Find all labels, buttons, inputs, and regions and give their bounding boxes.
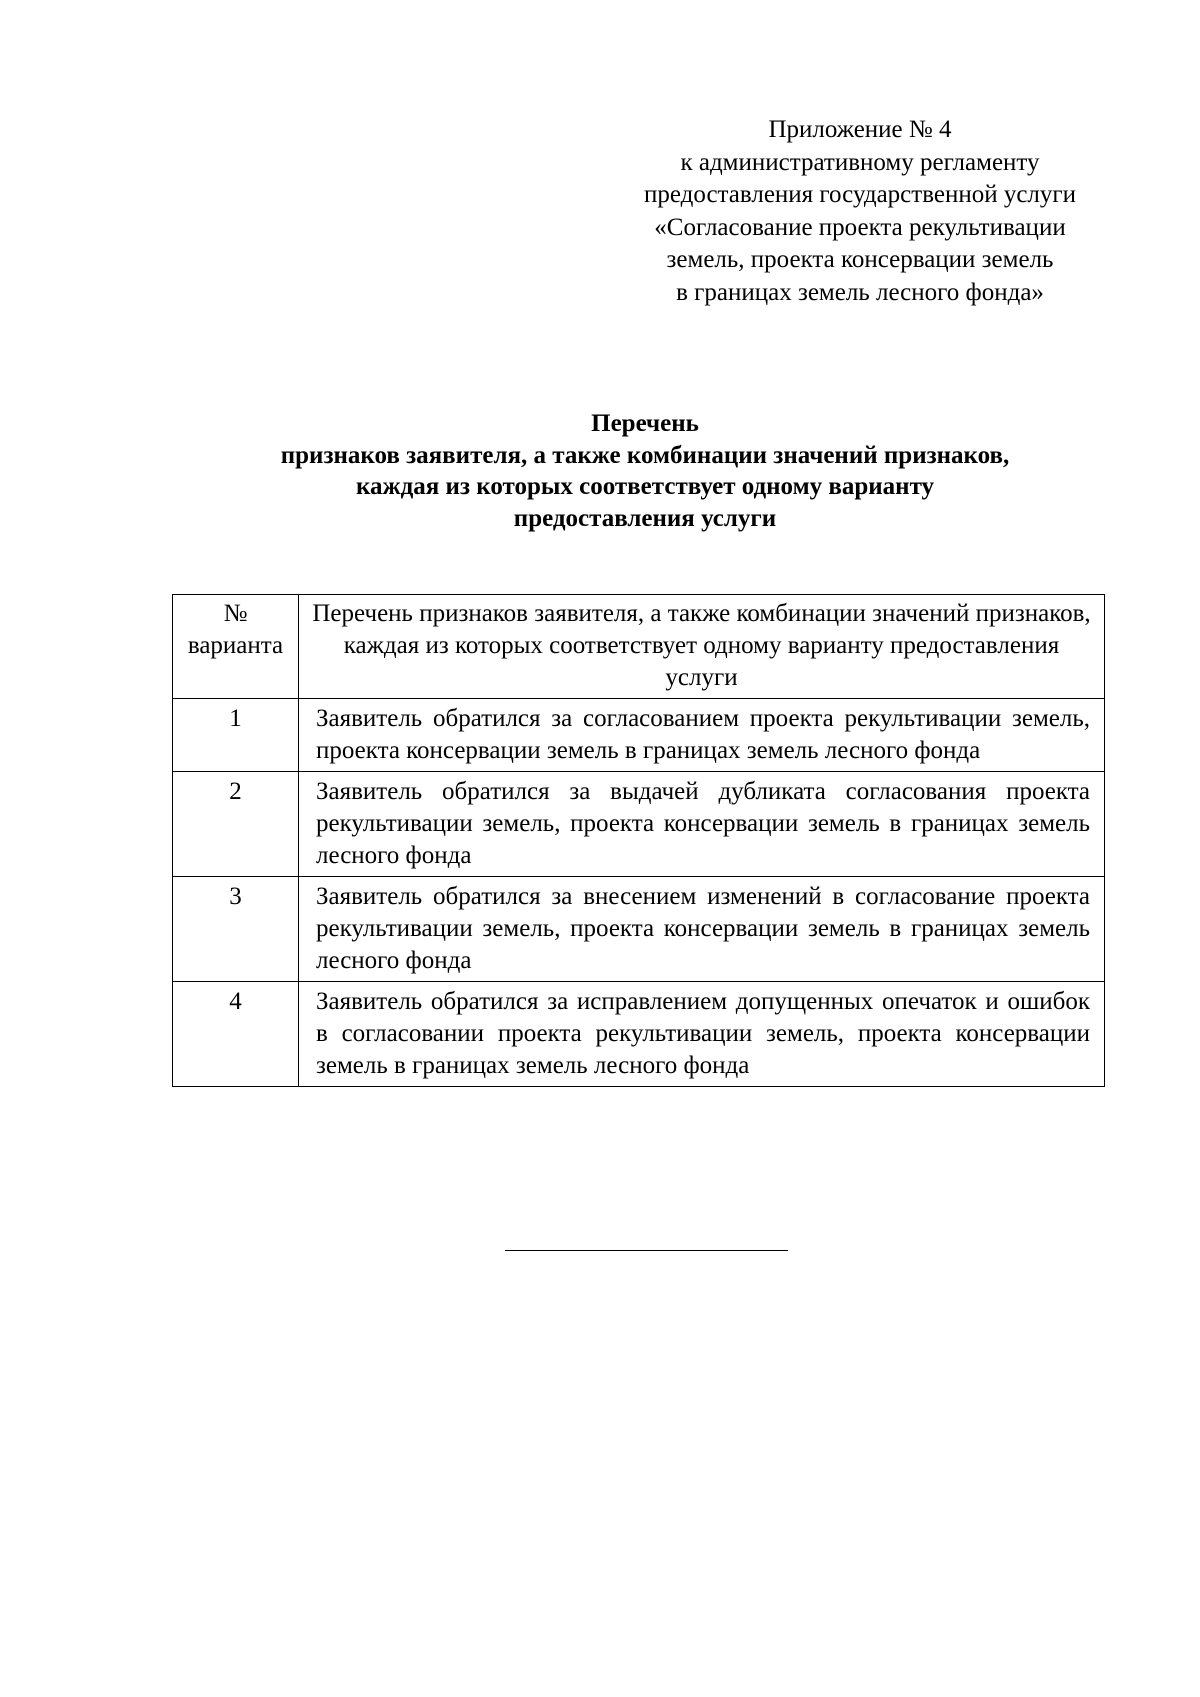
appendix-block — [615, 114, 1105, 309]
variant-number: 2 — [173, 772, 299, 877]
title-line: предоставления услуги — [513, 504, 777, 532]
appendix-line: «Согласование проекта рекультивации — [654, 213, 1066, 241]
appendix-line: к административному регламенту — [680, 148, 1040, 176]
variant-description: Заявитель обратился за согласованием проекта рекультивации земель, проекта консервации земель в границах земель лесного фонда — [299, 699, 1105, 772]
table-row — [173, 982, 1105, 1087]
table-row — [173, 772, 1105, 877]
end-separator-line — [505, 1250, 788, 1251]
header-description: Перечень признаков заявителя, а также комбинации значений признаков, каждая из которых соответствует одному варианту предоставления услуги — [299, 595, 1105, 699]
title-line: каждая из которых соответствует одному варианту — [355, 473, 935, 500]
table-row — [173, 699, 1105, 772]
variant-description: Заявитель обратился за исправлением допущенных опечаток и ошибок в согласовании проекта рекультивации земель, проекта консервации земель в границах земель лесного фонда — [299, 982, 1105, 1087]
variant-number: 3 — [173, 877, 299, 982]
title-line: признаков заявителя, а также комбинации значений признаков, — [280, 441, 1010, 469]
table-row — [173, 877, 1105, 982]
variant-number: 1 — [173, 699, 299, 772]
appendix-line: в границах земель лесного фонда» — [676, 278, 1044, 306]
table-header-row — [173, 595, 1105, 699]
header-number-sign: № — [223, 600, 248, 627]
header-variant-label: варианта — [187, 632, 284, 659]
header-variant-number — [173, 595, 299, 699]
appendix-line: предоставления государственной услуги — [643, 181, 1077, 208]
document-title — [150, 408, 1140, 534]
variants-table — [172, 594, 1105, 1087]
appendix-number: Приложение № 4 — [768, 116, 952, 143]
variant-description: Заявитель обратился за выдачей дубликата согласования проекта рекультивации земель, проекта консервации земель в границах земель лесного фонда — [299, 772, 1105, 877]
variant-description: Заявитель обратился за внесением изменений в согласование проекта рекультивации земель, проекта консервации земель в границах земель лесного фонда — [299, 877, 1105, 982]
variant-number: 4 — [173, 982, 299, 1087]
title-line: Перечень — [591, 410, 699, 437]
appendix-line: земель, проекта консервации земель — [666, 246, 1054, 273]
